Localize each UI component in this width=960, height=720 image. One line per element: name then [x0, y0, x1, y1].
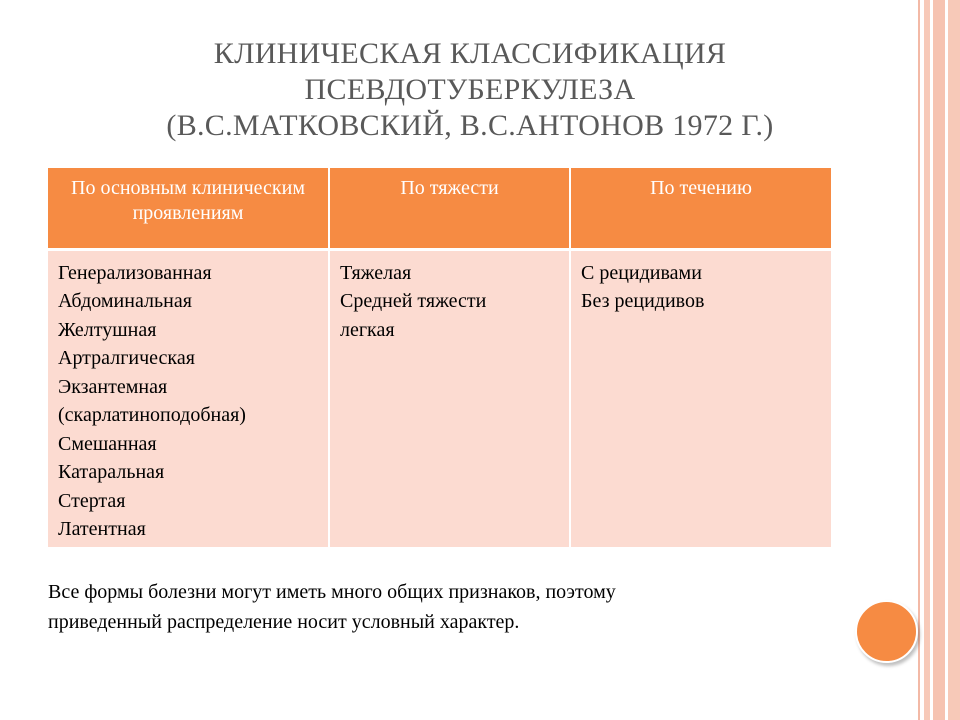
list-item: Катаральная	[58, 461, 165, 483]
list-item: (скарлатиноподобная)	[58, 404, 246, 426]
list-item: Стертая	[58, 489, 126, 512]
cell-course-forms	[570, 249, 831, 547]
cell-clinical-forms	[48, 249, 329, 547]
list-item: Латентная	[58, 518, 146, 540]
table-header-row	[48, 168, 831, 249]
header-clinical-manifestations: По основным клиническим проявлениям	[48, 168, 329, 249]
list-item: Артралгическая	[58, 347, 195, 369]
stripe	[918, 0, 920, 720]
list-item: Без рецидивов	[581, 290, 705, 312]
slide-title	[110, 36, 830, 144]
list-item: Генерализованная	[58, 261, 212, 284]
stripe	[924, 0, 930, 720]
cell-severity-forms	[329, 249, 570, 547]
title-line-3: (В.С.МАТКОВСКИЙ, В.С.АНТОНОВ 1972 Г.)	[166, 109, 774, 142]
footnote-text	[48, 577, 828, 637]
note-line-1: Все формы болезни могут иметь много общих признаков, поэтому	[48, 581, 616, 603]
decorative-circle	[855, 600, 918, 663]
decorative-side-stripes	[918, 0, 960, 720]
list-item: Экзантемная	[58, 375, 168, 398]
list-item: Средней тяжести	[340, 290, 487, 312]
stripe	[933, 0, 945, 720]
list-item: С рецидивами	[581, 261, 702, 284]
classification-table	[48, 168, 831, 547]
stripe	[948, 0, 960, 720]
note-line-2: приведенный распределение носит условный характер.	[48, 611, 520, 633]
header-severity: По тяжести	[329, 168, 570, 249]
list-item: Желтушная	[58, 318, 157, 341]
table-row	[48, 249, 831, 547]
list-item: Смешанная	[58, 432, 157, 455]
title-line-1: КЛИНИЧЕСКАЯ КЛАССИФИКАЦИЯ	[213, 37, 727, 70]
title-line-2: ПСЕВДОТУБЕРКУЛЕЗА	[304, 73, 636, 106]
list-item: Тяжелая	[340, 261, 412, 284]
list-item: Абдоминальная	[58, 290, 192, 312]
header-course: По течению	[570, 168, 831, 249]
list-item: легкая	[340, 318, 395, 341]
